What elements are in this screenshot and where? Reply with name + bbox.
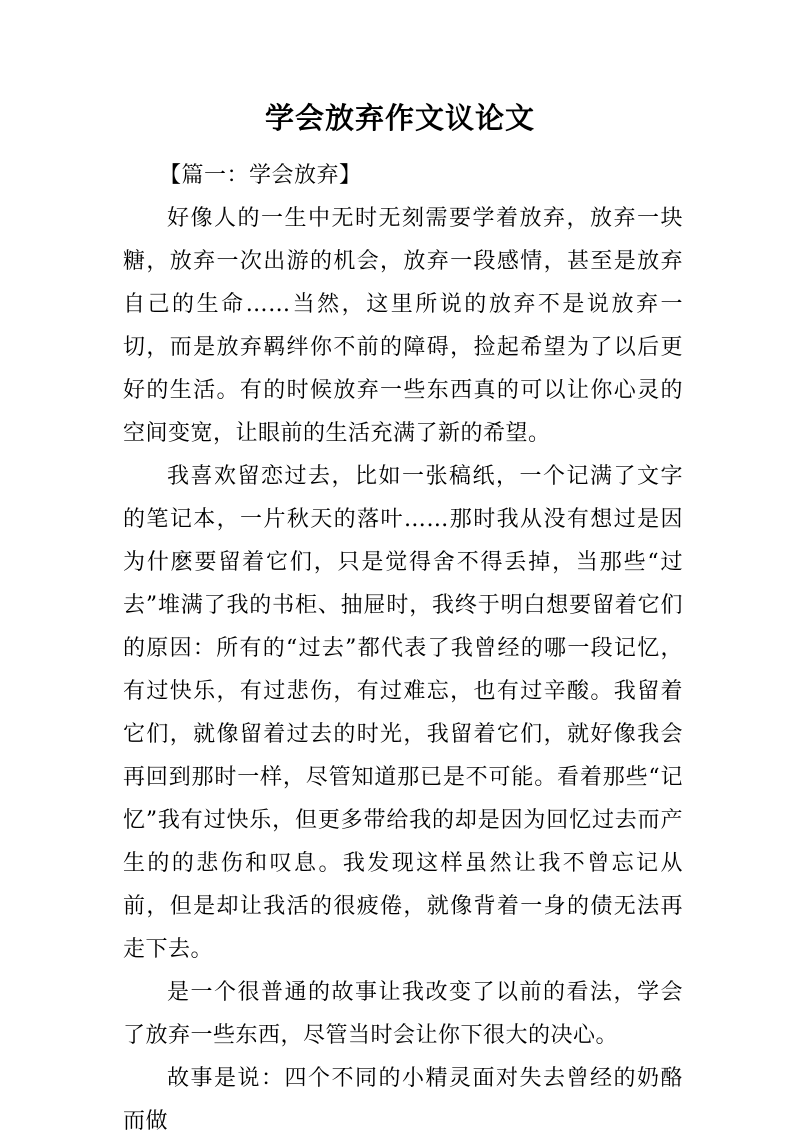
paragraph: 我喜欢留恋过去，比如一张稿纸，一个记满了文字的笔记本，一片秋天的落叶……那时我从没有想过是因为什麽要留着它们，只是觉得舍不得丢掉，当那些“过去”堆满了我的书柜、抽屉时，我终于明白想要留着它们的原因：所有的“过去”都代表了我曾经的哪一段记忆，有过快乐，有过悲伤，有过难忘，也有过辛酸。我留着它们，就像留着过去的时光，我留着它们，就好像我会再回到那时一样，尽管知道那已是不可能。看着那些“记忆”我有过快乐，但更多带给我的却是因为回忆过去而产生的的悲伤和叹息。我发现这样虽然让我不曾忘记从前，但是却让我活的很疲倦，就像背着一身的债无法再走下去。	[123, 464, 683, 962]
paragraph: 好像人的一生中无时无刻需要学着放弃，放弃一块糖，放弃一次出游的机会，放弃一段感情，甚至是放弃自己的生命……当然，这里所说的放弃不是说放弃一切，而是放弃羁绊你不前的障碍，捡起希望为了以后更好的生活。有的时候放弃一些东西真的可以让你心灵的空间变宽，让眼前的生活充满了新的希望。	[123, 206, 683, 446]
document-title: 学会放弃作文议论文	[264, 101, 535, 135]
paragraph: 故事是说：四个不同的小精灵面对失去曾经的奶酪而做	[123, 1066, 683, 1134]
section-heading: 【篇一：学会放弃】	[159, 163, 362, 188]
document-body	[123, 154, 683, 1143]
paragraph: 是一个很普通的故事让我改变了以前的看法，学会了放弃一些东西，尽管当时会让你下很大的决心。	[123, 980, 683, 1048]
